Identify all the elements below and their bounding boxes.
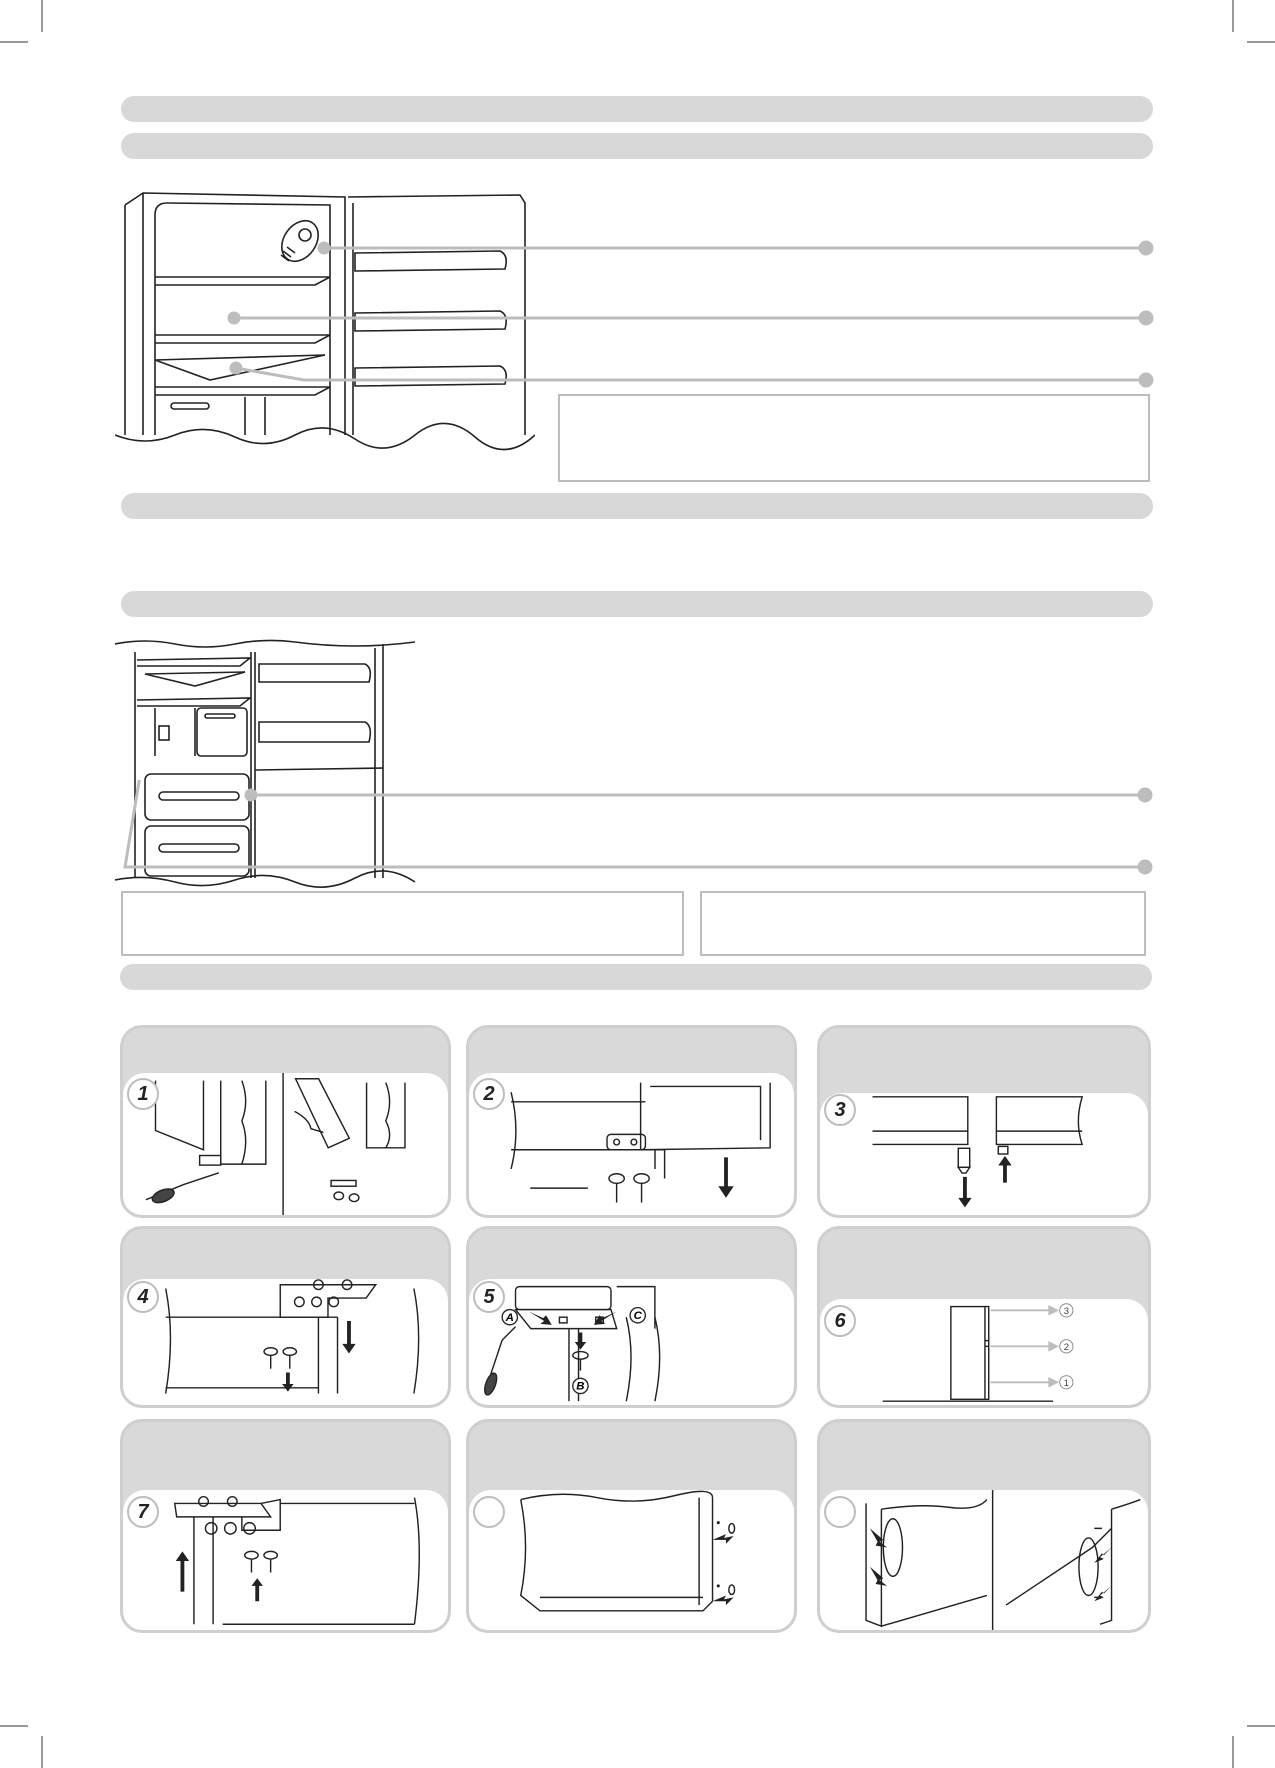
label-b: B: [576, 1380, 585, 1393]
step-number-6: 6: [824, 1305, 856, 1337]
step-number-7: 7: [127, 1496, 159, 1528]
section-bar-1: [121, 96, 1153, 122]
step-number-2: 2: [473, 1078, 505, 1110]
section-bar-4: [121, 591, 1153, 617]
section-bar-5: [120, 964, 1152, 990]
handle-swap-icon: [820, 1490, 1148, 1630]
label-c: C: [633, 1310, 642, 1323]
section-bar-3: [121, 493, 1153, 519]
door-side-icon: [469, 1490, 794, 1630]
label-a: A: [505, 1312, 514, 1324]
foot-adjust-icon: [820, 1093, 1148, 1215]
hinge-cover-icon: [469, 1279, 794, 1405]
section-bar-2: [121, 133, 1153, 159]
note-box-freezer-right: [700, 891, 1146, 956]
note-box-freezer-left: [121, 891, 684, 956]
screwdriver-hinge-icon: [123, 1073, 448, 1215]
step-card-1: [120, 1025, 451, 1218]
step-card-5: [466, 1226, 797, 1408]
step-card-2: [466, 1025, 797, 1218]
label-3: 3: [1063, 1306, 1069, 1318]
step-number-9: [824, 1496, 856, 1528]
step-number-4: 4: [127, 1281, 159, 1313]
label-1: 1: [1063, 1378, 1069, 1390]
hinge-removal-icon: [469, 1073, 794, 1215]
note-box-fridge: [558, 394, 1150, 482]
step-card-3: [817, 1025, 1151, 1218]
step-card-9: [817, 1419, 1151, 1633]
hinge-screws-icon: [123, 1279, 448, 1405]
step-card-6: [817, 1226, 1151, 1408]
step-card-7: [120, 1419, 451, 1633]
leader-lines-freezer: [115, 780, 1160, 880]
leader-lines-top: [200, 230, 1160, 390]
step-number-1: 1: [127, 1078, 159, 1110]
step-card-4: [120, 1226, 451, 1408]
top-hinge-icon: [123, 1490, 448, 1630]
step-number-5: 5: [473, 1281, 505, 1313]
step-number-3: 3: [824, 1094, 856, 1126]
step-card-8: [466, 1419, 797, 1633]
label-2: 2: [1063, 1342, 1069, 1354]
door-height-icon: [820, 1299, 1148, 1405]
step-number-8: [473, 1496, 505, 1528]
